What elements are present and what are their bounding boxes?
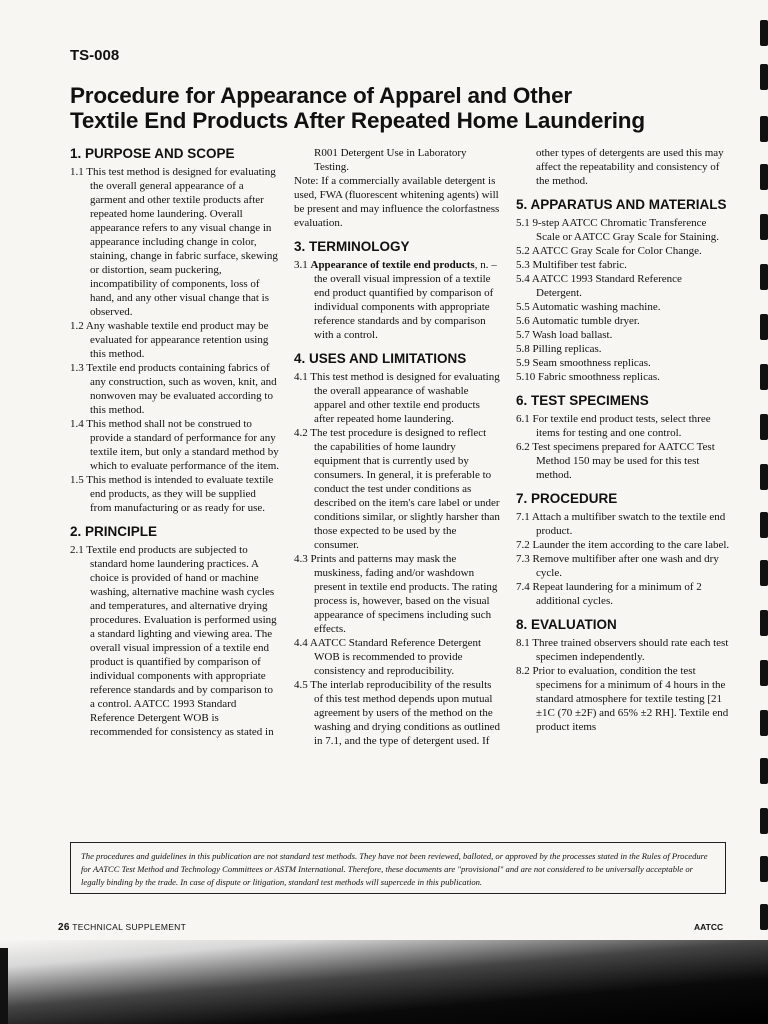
paragraph-4-1: 4.1 This test method is designed for evaluating the overall appearance of washable apparel and other textile end products after repeated home laundering.: [294, 371, 500, 425]
note-fwa: Note: If a commercially available detergent is used, FWA (fluorescent whitening agents) will be present and may influence the colorfastness evaluation.: [294, 175, 500, 229]
paragraph-3-1: [294, 258, 502, 342]
paragraph-2-1: 2.1 Textile end products are subjected to standard home laundering practices. A choice is provided of hand or machine washing, alternative machine wash cycles and temperatures, and alternative drying procedures. Evaluation is performed using a standard lighting and viewing area. The overall visual impression of a textile end product is quantified by comparison of individual components with appropriate reference standards and by comparison to a control. AATCC 1993 Standard Reference Detergent WOB is recommended for consistency as stated in: [70, 544, 277, 738]
column-3: [516, 146, 730, 734]
publication-section: TECHNICAL SUPPLEMENT: [72, 922, 187, 932]
paragraph-5-6: 5.6 Automatic tumble dryer.: [516, 315, 640, 327]
margin-mark: [760, 512, 768, 538]
margin-mark: [760, 414, 768, 440]
margin-mark: [760, 904, 768, 930]
scan-margin-marks: [756, 0, 768, 1024]
title-line-1: Procedure for Appearance of Apparel and Other: [70, 83, 572, 108]
margin-mark: [760, 164, 768, 190]
footer-left: [58, 922, 186, 933]
paragraph-8-1: 8.1 Three trained observers should rate each test specimen independently.: [516, 637, 729, 663]
margin-mark: [760, 214, 768, 240]
paragraph-7-3: 7.3 Remove multifiber after one wash and dry cycle.: [516, 553, 719, 579]
paragraph-4-2: 4.2 The test procedure is designed to reflect the capabilities of home laundry equipment that is currently used by consumers. In general, it is preferable to conduct the test under conditions as described on the item's care label or under conditions similar, or slightly harsher than those expected to be used by the consumer.: [294, 427, 500, 551]
paragraph-5-5: 5.5 Automatic washing machine.: [516, 301, 661, 313]
margin-mark: [760, 610, 768, 636]
paragraph-7-2: 7.2 Launder the item according to the care label.: [516, 539, 730, 551]
paragraph-7-1: 7.1 Attach a multifiber swatch to the textile end product.: [516, 511, 726, 537]
paragraph-8-2: 8.2 Prior to evaluation, condition the test specimens for a minimum of 4 hours in the standard atmosphere for textile testing [21 ±1C (70 ±2F) and 65% ±2 RH]. Textile end product items: [516, 665, 729, 733]
paragraph-6-2: 6.2 Test specimens prepared for AATCC Test Method 150 may be used for this test method.: [516, 441, 715, 481]
paragraph-4-5: 4.5 The interlab reproducibility of the results of this test method depends upon mutual agreement by users of the method on the washing and drying conditions as outlined in 7.1, and the type of detergent used. If: [294, 679, 501, 747]
paragraph-1-1: 1.1 This test method is designed for evaluating the overall general appearance of a garment and other textile products after repeated home laundering. Overall appearance refers to any visual change in appearance including change in color, staining, change in fabric surface, skewing or distortion, seam puckering, incompatibility of components, loss of hand, and any other visual change that is observed.: [70, 166, 278, 318]
document-id: TS-008: [70, 47, 120, 64]
margin-mark: [760, 808, 768, 834]
paragraph-5-2: 5.2 AATCC Gray Scale for Color Change.: [516, 245, 702, 257]
section-heading-specimens: 6. TEST SPECIMENS: [516, 393, 649, 408]
margin-mark: [760, 364, 768, 390]
margin-mark: [760, 758, 768, 784]
paragraph-4-4: 4.4 AATCC Standard Reference Detergent WOB is recommended to provide consistency and reproducibility.: [294, 637, 482, 677]
section-heading-procedure: 7. PROCEDURE: [516, 491, 618, 506]
footer-org: AATCC: [694, 922, 724, 932]
paragraph-7-4: 7.4 Repeat laundering for a minimum of 2 additional cycles.: [516, 581, 702, 607]
page-title: [70, 83, 740, 133]
term-definition: , n. – the overall visual impression of a textile end product quantified by comparison of individual components with appropriate reference standards and by comparison with a control.: [314, 259, 497, 341]
disclaimer-box: The procedures and guidelines in this publication are not standard test methods. They have not been reviewed, balloted, or approved by the processes stated in the Rules of Procedure for AATCC Test Method and Technology Committees or ASTM International. Therefore, these documents are "provisional" and are not considered to be universally acceptable or legally binding by the trade. In case of dispute or litigation, standard test methods will supercede in this publication.: [70, 842, 726, 894]
paragraph-4-3: 4.3 Prints and patterns may mask the muskiness, fading and/or washdown present in textile end products. The rating process is, however, based on the visual appearance of specimens including such effects.: [294, 553, 498, 635]
column-2: [294, 146, 502, 748]
paragraph-1-5: 1.5 This method is intended to evaluate textile end products, as they will be supplied from manufacturing or as ready for use.: [70, 474, 274, 514]
margin-mark: [760, 314, 768, 340]
paragraph-5-3: 5.3 Multifiber test fabric.: [516, 259, 627, 271]
continued-text: R001 Detergent Use in Laboratory Testing.: [314, 147, 467, 173]
margin-mark: [760, 264, 768, 290]
paragraph-1-3: 1.3 Textile end products containing fabrics of any construction, such as woven, knit, and nonwoven may be evaluated according to this method.: [70, 362, 277, 416]
section-heading-apparatus: 5. APPARATUS AND MATERIALS: [516, 197, 727, 212]
section-heading-evaluation: 8. EVALUATION: [516, 617, 617, 632]
paragraph-5-7: 5.7 Wash load ballast.: [516, 329, 613, 341]
margin-mark: [760, 116, 768, 142]
paragraph-1-2: 1.2 Any washable textile end product may be evaluated for appearance retention using this method.: [70, 320, 269, 360]
section-heading-terminology: 3. TERMINOLOGY: [294, 239, 410, 254]
page-number: 26: [58, 922, 70, 933]
paragraph-5-1: 5.1 9-step AATCC Chromatic Transference Scale or AATCC Gray Scale for Staining.: [516, 217, 719, 243]
scan-corner-shadow: [0, 948, 8, 1024]
margin-mark: [760, 20, 768, 46]
section-heading-principle: 2. PRINCIPLE: [70, 524, 158, 539]
paragraph-5-4: 5.4 AATCC 1993 Standard Reference Detergent.: [516, 273, 682, 299]
section-heading-purpose: 1. PURPOSE AND SCOPE: [70, 146, 235, 161]
margin-mark: [760, 64, 768, 90]
margin-mark: [760, 560, 768, 586]
paragraph-1-4: 1.4 This method shall not be construed to provide a standard of performance for any textile item, but only a standard method by which to evaluate performance of the item.: [70, 418, 280, 472]
margin-mark: [760, 660, 768, 686]
defined-term: Appearance of textile end products: [310, 259, 475, 271]
margin-mark: [760, 464, 768, 490]
margin-mark: [760, 856, 768, 882]
paragraph-6-1: 6.1 For textile end product tests, select three items for testing and one control.: [516, 413, 711, 439]
paragraph-number: 3.1: [294, 259, 308, 271]
paragraph-5-8: 5.8 Pilling replicas.: [516, 343, 602, 355]
scan-bottom-shadow: [0, 940, 768, 1024]
section-heading-uses: 4. USES AND LIMITATIONS: [294, 351, 467, 366]
paragraph-5-10: 5.10 Fabric smoothness replicas.: [516, 371, 660, 383]
column-1: [70, 146, 280, 739]
margin-mark: [760, 710, 768, 736]
title-line-2: Textile End Products After Repeated Home Laundering: [70, 108, 645, 133]
paragraph-5-9: 5.9 Seam smoothness replicas.: [516, 357, 651, 369]
continued-text: other types of detergents are used this may affect the repeatability and consistency of the method.: [536, 147, 724, 187]
